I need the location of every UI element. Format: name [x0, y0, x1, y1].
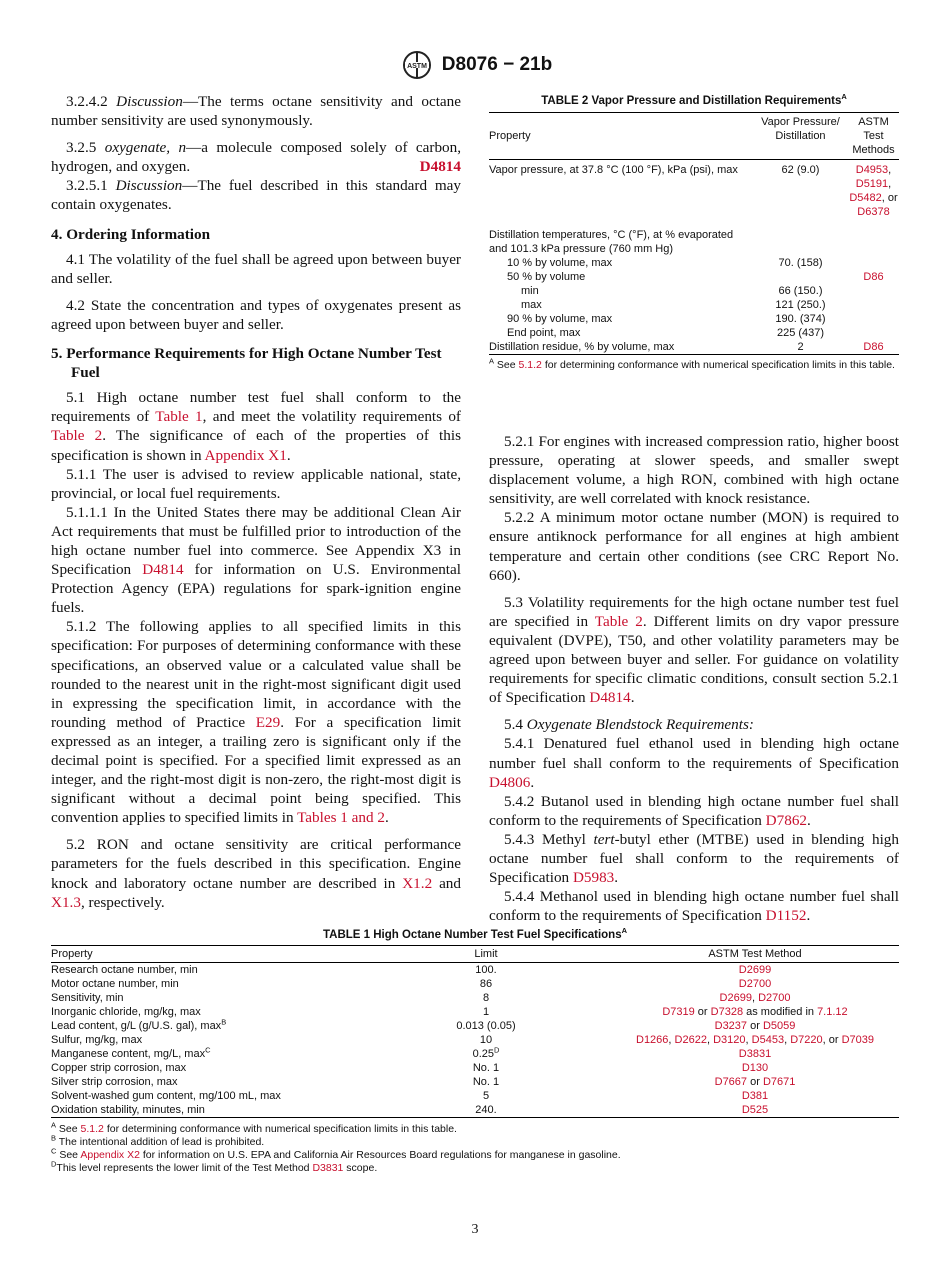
link-7-1-12[interactable]: 7.1.12 — [817, 1006, 848, 1018]
para-3-2-5-1: 3.2.5.1 Discussion—The fuel described in this standard may contain oxygenates. — [51, 177, 462, 214]
link-d5059[interactable]: D5059 — [762, 1020, 796, 1032]
table-row: Vapor pressure, at 37.8 °C (100 °F), kPa (psi), max 62 (9.0) D4953, D5191, D5482, or D6378 — [489, 164, 898, 218]
link-d86[interactable]: D86 — [863, 271, 884, 283]
link-d5453[interactable]: D5453 — [751, 1034, 785, 1046]
link-x1-2[interactable]: X1.2 — [402, 874, 433, 892]
para-5-4-4: 5.4.4 Methanol used in blending high octane number fuel shall conform to the requirements of Specification D1152. — [489, 888, 899, 925]
link-d525[interactable]: D525 — [741, 1104, 769, 1116]
table-row: Oxidation stability, minutes, min 240. D525 — [51, 1103, 899, 1118]
link-d86[interactable]: D86 — [863, 341, 884, 353]
link-d3120[interactable]: D3120 — [713, 1034, 746, 1046]
table-row: Solvent-washed gum content, mg/100 mL, max 5 D381 — [51, 1090, 769, 1102]
svg-text:ASTM: ASTM — [406, 63, 427, 70]
link-d7220[interactable]: D7220 — [790, 1034, 823, 1046]
para-5-4-2: 5.4.2 Butanol used in blending high octane number fuel shall conform to the requirements of Specification D7862. — [489, 792, 899, 829]
table-row: Copper strip corrosion, max No. 1 D130 — [51, 1062, 769, 1074]
link-d7671[interactable]: D7671 — [762, 1076, 796, 1088]
link-d3831[interactable]: D3831 — [738, 1048, 772, 1060]
footnote-a: $^A$ See 5.1.2 for determining conformance with numerical specification limits in this table. — [51, 1120, 457, 1135]
table-row: Manganese content, mg/L, $\max^C$ $0.25^D$ D3831 — [51, 1045, 772, 1060]
link-d1152[interactable]: D1152 — [765, 907, 807, 925]
link-d7328[interactable]: D7328 — [710, 1006, 744, 1018]
para-3-2-5: 3.2.5 oxygenate, n—a molecule composed solely of carbon, hydrogen, and oxygen. D4814 — [51, 139, 462, 176]
table-row: Lead content, g/L (g/U.S. gal), $\max^B$ 0.013 (0.05) D3237 or D5059 — [51, 1017, 796, 1032]
link-x1-3[interactable]: X1.3 — [51, 893, 81, 911]
link-d5983[interactable]: D5983 — [572, 869, 615, 887]
link-d1266[interactable]: D1266 — [636, 1034, 669, 1046]
link-appendix-x1[interactable]: Appendix X1 — [204, 446, 287, 464]
link-d3831[interactable]: D3831 — [312, 1162, 344, 1174]
table-row: 10 % by volume, max 70. (158) — [507, 257, 823, 269]
section-5-heading: 5. Performance Requirements for High Octane Number Test Fuel — [51, 345, 442, 382]
footnote-b: $^B$ The intentional addition of lead is prohibited. — [51, 1133, 265, 1148]
link-table-2[interactable]: Table 2 — [594, 612, 643, 630]
table-1-footnotes — [51, 1120, 899, 1175]
link-d2700[interactable]: D2700 — [738, 978, 772, 990]
link-d5191[interactable]: D5191 — [855, 178, 889, 190]
link-d4806[interactable]: D4806 — [489, 773, 531, 791]
table-2-footnote: $^A$ See 5.1.2 for determining conformance with numerical specification limits in this table. — [489, 356, 895, 371]
table-header-row: Property Vapor Pressure/ Distillation ASTM Test Methods — [489, 113, 899, 160]
para-5-4-3: 5.4.3 Methyl tert-butyl ether (MTBE) used in blending high octane number fuel shall conform to the requirements of Specification D5983. — [489, 830, 899, 887]
right-column — [489, 432, 899, 925]
table-row: 50 % by volume D86 — [507, 271, 884, 283]
table-2 — [489, 94, 899, 372]
para-5-4-1: 5.4.1 Denatured fuel ethanol used in blending high octane number fuel shall conform to the requirements of Specification D4806. — [489, 735, 899, 791]
table-header-row: Property Limit ASTM Test Method — [51, 946, 899, 963]
para-5-1-1: 5.1.1 The user is advised to review applicable national, state, provincial, or local fuel requirements. — [51, 465, 461, 502]
link-d2699[interactable]: D2699 — [738, 964, 772, 976]
link-tables-1-2[interactable]: Tables 1 and 2 — [297, 809, 385, 827]
link-d381[interactable]: D381 — [741, 1090, 769, 1102]
para-5-1-1-1: 5.1.1.1 In the United States there may be additional Clean Air Act requirements that must be fulfilled prior to introduction of the high octane number fuel into commerce. See Appendix X3 in Specification D4814 for information on U.S. Environmental Protection Agency (EPA) regulations for spark-ignition engine fuels. — [51, 503, 461, 617]
link-5-1-2[interactable]: 5.1.2 — [80, 1123, 104, 1135]
link-d2622[interactable]: D2622 — [674, 1034, 707, 1046]
link-appendix-x2[interactable]: Appendix X2 — [80, 1149, 140, 1161]
table-1-caption: TABLE 1 High Octane Number Test Fuel Specifications$^A$ — [322, 926, 628, 941]
astm-logo-icon — [398, 50, 436, 80]
table-row: Sulfur, mg/kg, max 10 D1266, D2622, D3120, D5453, D7220, or D7039 — [51, 1034, 874, 1046]
designation: D8076 − 21b — [441, 54, 553, 75]
page-header — [0, 50, 950, 80]
para-3-2-4-2: 3.2.4.2 Discussion—The terms octane sensitivity and octane number sensitivity are used synonymously. — [51, 93, 462, 130]
left-column — [51, 92, 461, 912]
table-row: End point, max 225 (437) — [507, 327, 825, 339]
table-row: 90 % by volume, max 190. (374) — [507, 313, 826, 325]
link-d4953[interactable]: D4953 — [855, 164, 889, 176]
para-5-4: 5.4 Oxygenate Blendstock Requirements: — [504, 716, 754, 734]
section-4-heading: 4. Ordering Information — [51, 225, 211, 243]
table-row: Sensitivity, min 8 D2699, D2700 — [51, 992, 791, 1004]
table-row: Research octane number, min 100. D2699 — [51, 964, 772, 976]
link-e29[interactable]: E29 — [255, 713, 281, 731]
para-5-2: 5.2 RON and octane sensitivity are critical performance parameters for the fuels described in this specification. Engine knock and laboratory octane number are described in X1.2 and X1.3, respectively. — [51, 836, 461, 911]
link-d3237[interactable]: D3237 — [714, 1020, 748, 1032]
table-row: Inorganic chloride, mg/kg, max 1 D7319 or D7328 as modified in 7.1.12 — [51, 1006, 848, 1018]
para-5-2-2: 5.2.2 A minimum motor octane number (MON) is required to ensure antiknock performance for all engines at high ambient temperature and certain other conditions (see CRC Report No. 660). — [489, 509, 899, 584]
link-d130[interactable]: D130 — [741, 1062, 769, 1074]
table-row: Motor octane number, min 86 D2700 — [51, 978, 772, 990]
footnote-c: $^C$ See Appendix X2 for information on U.S. EPA and California Air Resources Board regulations for manganese in gasoline. — [51, 1146, 621, 1161]
link-d6378[interactable]: D6378 — [857, 206, 890, 218]
footnote-d: $^D$This level represents the lower limit of the Test Method D3831 scope. — [51, 1159, 378, 1174]
link-d7319[interactable]: D7319 — [662, 1006, 695, 1018]
link-d2700[interactable]: D2700 — [758, 992, 791, 1004]
para-4-2: 4.2 State the concentration and types of oxygenates present as agreed upon between buyer and seller. — [51, 296, 461, 333]
para-5-3: 5.3 Volatility requirements for the high octane number test fuel are specified in Table 2. Different limits on dry vapor pressure equivalent (DVPE), T50, and other volatility parameters may be agreed upon between buyer and seller. For guidance on volatility requirements for specific climatic conditions, consult section 5.2.1 of Specification D4814. — [489, 593, 900, 707]
para-5-1-2: 5.1.2 The following applies to all specified limits in this specification: For purposes of determining conformance with these specifications, an observed value or a calculated value shall be rounded to the nearest unit in the right-most significant digit used in expressing the specification limit, in accordance with the rounding method of Practice E29. For a specification limit expressed as an integer, a trailing zero is significant only if the decimal point is specified. For a specified limit expressed as an integer, and the right-most digit is non-zero, the right-most digit is significant without a decimal point being specified. This convention applies to specified limits in Tables 1 and 2. — [51, 618, 461, 827]
link-d2699[interactable]: D2699 — [719, 992, 752, 1004]
table-row: min 66 (150.) — [521, 285, 823, 297]
para-4-1: 4.1 The volatility of the fuel shall be agreed upon between buyer and seller. — [51, 250, 461, 287]
table-2-caption: TABLE 2 Vapor Pressure and Distillation Requirements$^A$ — [541, 92, 847, 107]
link-d4814[interactable]: D4814 — [589, 689, 631, 707]
link-d7667[interactable]: D7667 — [714, 1076, 748, 1088]
link-d7862[interactable]: D7862 — [765, 811, 808, 829]
table-row: Distillation residue, % by volume, max 2 D86 — [489, 340, 899, 355]
table-1 — [51, 928, 899, 1175]
link-d5482[interactable]: D5482 — [849, 192, 882, 204]
para-5-2-1: 5.2.1 For engines with increased compression ratio, higher boost pressure, operating at slower speeds, and smaller swept displacement volume, a high RON, combined with high octane sensitivity, are well correlated with knock resistance. — [489, 433, 899, 508]
table-row: max 121 (250.) — [521, 299, 826, 311]
page-number: 3 — [471, 1222, 479, 1237]
table-row: Distillation temperatures, °C (°F), at % evaporated and 101.3 kPa pressure (760 mm Hg) — [489, 229, 734, 255]
link-table-2[interactable]: Table 2 — [51, 427, 103, 445]
table-row: Silver strip corrosion, max No. 1 D7667 or D7671 — [51, 1076, 796, 1088]
link-d4814-ref[interactable]: D4814 — [419, 158, 461, 176]
link-d4814[interactable]: D4814 — [142, 561, 184, 579]
link-d7039[interactable]: D7039 — [841, 1034, 874, 1046]
para-5-1: 5.1 High octane number test fuel shall conform to the requirements of Table 1, and meet the volatility requirements of Table 2. The significance of each of the properties of this specification is shown in Appendix X1. — [51, 389, 461, 464]
link-5-1-2[interactable]: 5.1.2 — [518, 359, 542, 371]
link-table-1[interactable]: Table 1 — [155, 408, 203, 426]
